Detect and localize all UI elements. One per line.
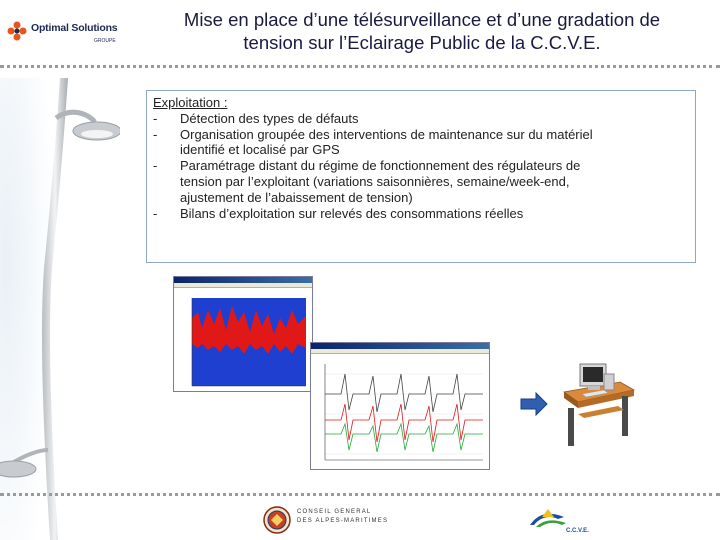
list-item — [153, 127, 689, 159]
consumption-window-screenshot — [173, 276, 313, 392]
computer-desk-icon — [558, 352, 638, 452]
bullet-dash: - — [153, 126, 158, 142]
exploitation-heading: Exploitation : — [153, 95, 228, 110]
logo-brand-text: Optimal Solutions — [31, 22, 118, 34]
list-item-text: identifié et localisé par GPS — [180, 142, 340, 158]
right-arrow-icon — [520, 392, 548, 416]
ccve-logo-icon — [528, 505, 568, 531]
list-item-text: ajustement de l’abaissement de tension) — [180, 189, 413, 205]
ccve-label: C.C.V.E. — [566, 528, 589, 534]
list-item — [153, 111, 689, 127]
logo-flower-icon — [6, 20, 28, 42]
top-divider — [0, 65, 720, 68]
list-item-text: tension par l’exploitant (variations saisonnières, semaine/week-end, — [180, 173, 570, 189]
list-item-text: Bilans d’exploitation sur relevés des consommations réelles — [180, 205, 524, 221]
title-line-1: Mise en place d’une télésurveillance et d’une gradation de — [183, 9, 661, 30]
conseil-general-seal-icon — [263, 506, 291, 534]
title-line-2: tension sur l’Eclairage Public de la C.C.V.E. — [243, 32, 601, 53]
optimal-solutions-logo — [6, 18, 124, 48]
exploitation-box — [146, 90, 696, 263]
list-item — [153, 206, 689, 222]
cg-line-1: CONSEIL GENERAL — [297, 509, 372, 515]
street-lamp-illustration — [0, 78, 120, 540]
bullet-dash: - — [153, 110, 158, 126]
voltage-window-screenshot — [310, 342, 490, 470]
bullet-dash: - — [153, 205, 158, 221]
bottom-divider — [0, 493, 720, 496]
list-item-text: Organisation groupée des interventions de maintenance sur du matériel — [180, 126, 593, 142]
bullet-dash: - — [153, 158, 158, 174]
list-item-text: Détection des types de défauts — [180, 110, 359, 126]
cg-line-2: DES ALPES-MARITIMES — [297, 518, 389, 524]
logo-sub-text: GROUPE — [94, 38, 116, 44]
list-item — [153, 158, 689, 205]
slide-title — [130, 8, 714, 54]
consumption-chart-image — [174, 288, 312, 392]
conseil-general-text — [297, 508, 388, 526]
list-item-text: Paramétrage distant du régime de fonctionnement des régulateurs de — [180, 158, 581, 174]
voltage-chart-image — [311, 354, 489, 470]
